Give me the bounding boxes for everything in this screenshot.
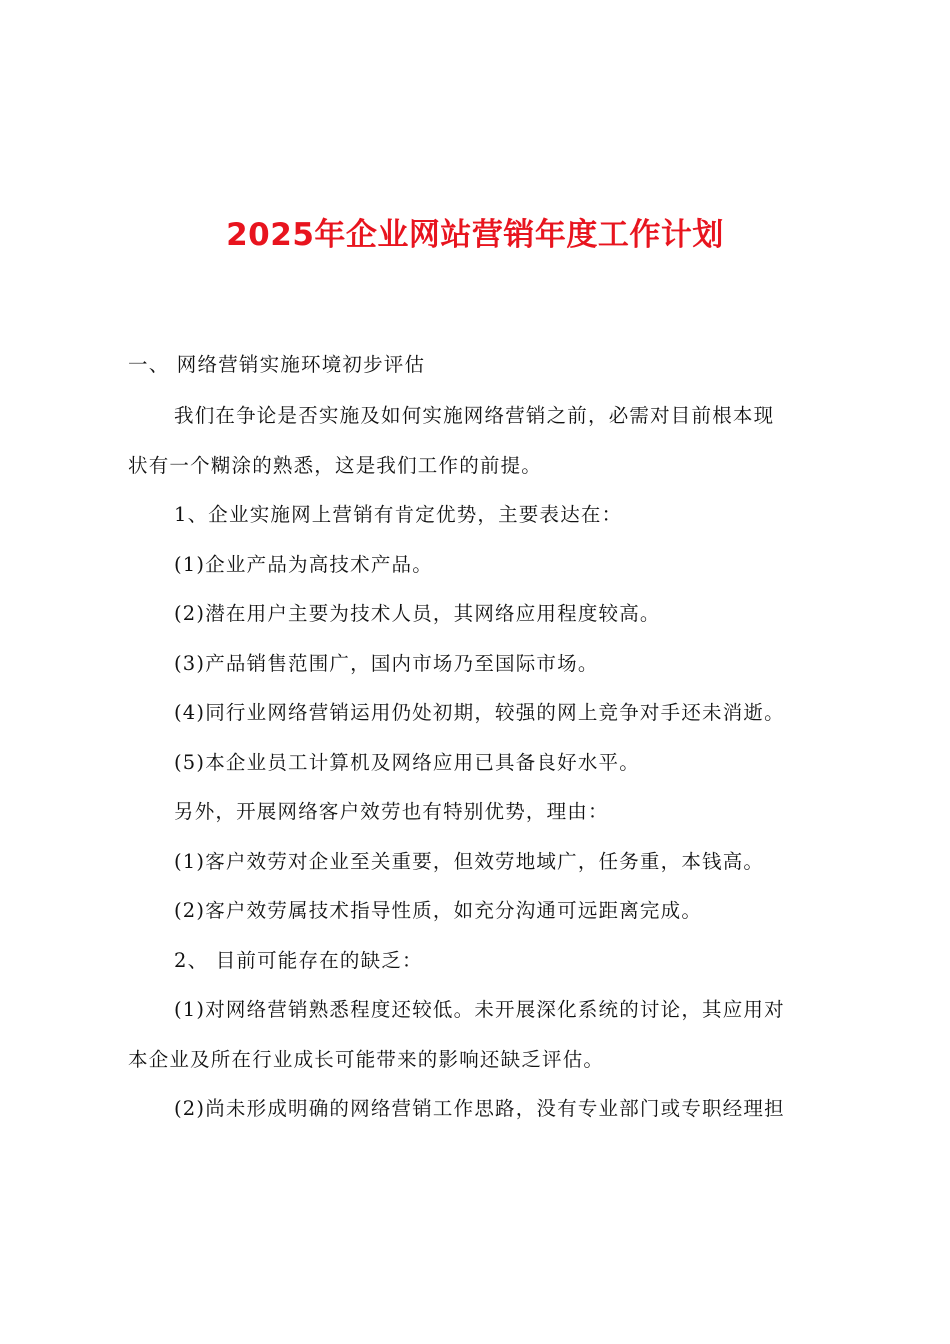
list-item: (2)客户效劳属技术指导性质，如充分沟通可远距离完成。: [174, 899, 703, 922]
paragraph-line: 另外，开展网络客户效劳也有特别优势，理由：: [174, 800, 609, 823]
subsection-heading-1: 1、企业实施网上营销有肯定优势，主要表达在：: [174, 503, 623, 526]
section-heading-1: 一、 网络营销实施环境初步评估: [128, 353, 426, 376]
list-item: (2)潜在用户主要为技术人员，其网络应用程度较高。: [174, 602, 661, 625]
list-item: (5)本企业员工计算机及网络应用已具备良好水平。: [174, 751, 640, 774]
document-title: 2025年企业网站营销年度工作计划: [226, 217, 724, 253]
paragraph-line: 我们在争论是否实施及如何实施网络营销之前，必需对目前根本现: [174, 404, 775, 427]
list-item: (1)客户效劳对企业至关重要，但效劳地域广，任务重，本钱高。: [174, 850, 765, 873]
list-item: (4)同行业网络营销运用仍处初期，较强的网上竞争对手还未消逝。: [174, 701, 785, 724]
list-item: (2)尚未形成明确的网络营销工作思路，没有专业部门或专职经理担: [174, 1097, 785, 1120]
paragraph-line: 本企业及所在行业成长可能带来的影响还缺乏评估。: [128, 1048, 605, 1071]
list-item: (1)企业产品为高技术产品。: [174, 553, 433, 576]
list-item: (3)产品销售范围广，国内市场乃至国际市场。: [174, 652, 599, 675]
subsection-heading-2: 2、 目前可能存在的缺乏：: [174, 949, 423, 972]
list-item: (1)对网络营销熟悉程度还较低。未开展深化系统的讨论，其应用对: [174, 998, 785, 1021]
paragraph-line: 状有一个糊涂的熟悉，这是我们工作的前提。: [128, 454, 543, 477]
